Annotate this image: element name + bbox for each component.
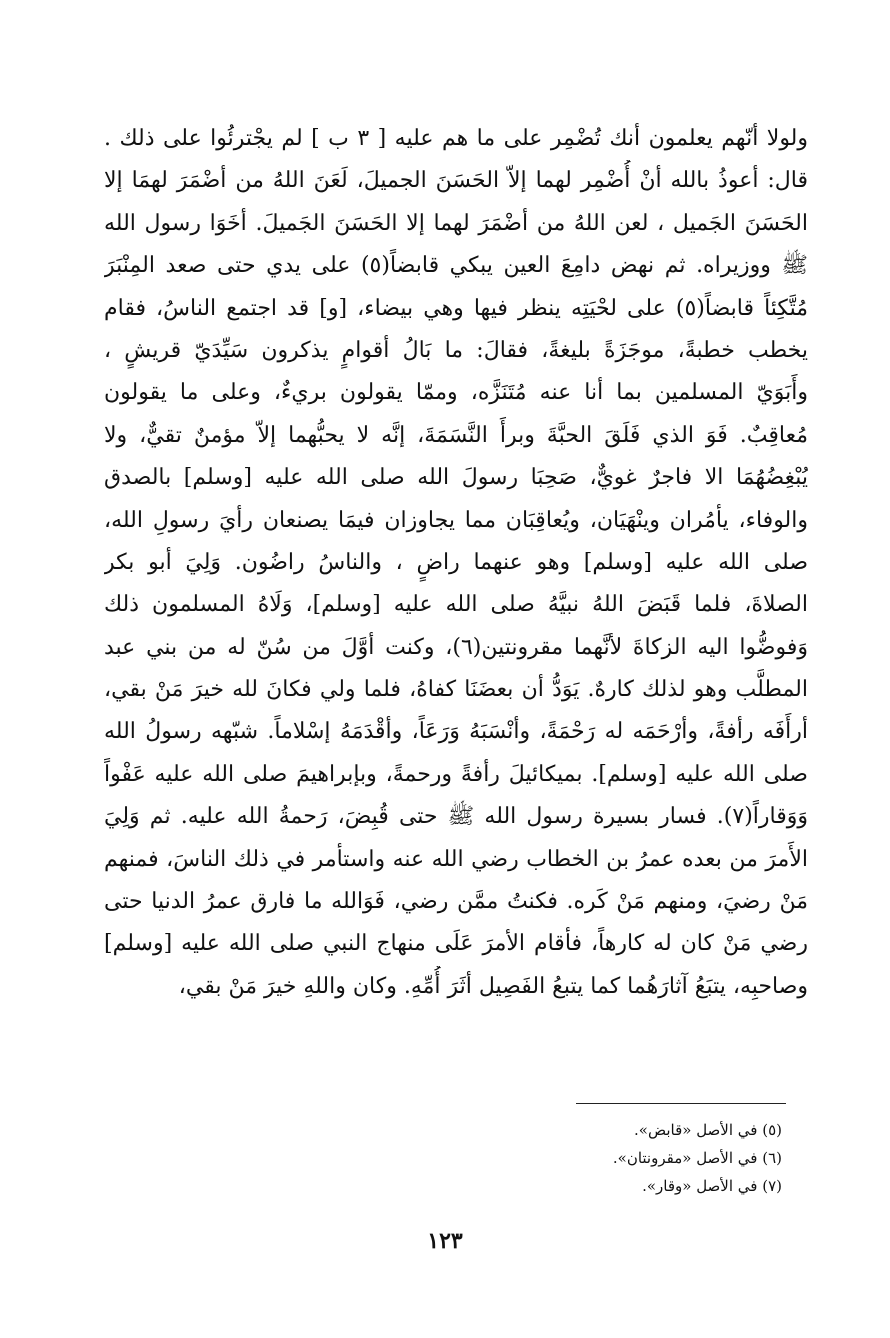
text-line: ولولا أنّهم يعلمون أنك تُضْمِر على ما هم عليه [ ٣ ب ] لم يجْترئُوا على ذلك . [104,126,808,151]
text-line: والوفاء، يأمُران وينْهَيَان، ويُعاقِبَان مما يجاوزان فيمَا يصنعان رأيَ رسولِ الله، [104,507,808,533]
text-line: الصلاةَ، فلما قَبَضَ اللهُ نبيَّهُ صلى الله عليه [وسلم]، وَلَاهُ المسلمون ذلك [104,592,808,618]
text-line: مُعاقِبٌ. فَوَ الذي فَلَقَ الحبَّةَ وبرأَ النَّسَمَةَ، إنَّه لا يحبُّهما إلاّ مؤمنٌ تقيٌّ، ولا [104,422,808,448]
text-line: الحَسَنَ الجَميل ، لعن اللهُ من أضْمَرَ لهما إلا الحَسَنَ الجَميلَ. أخَوَا رسول الله [104,210,808,236]
text-line: وصاحبِه، يتبَعُ آثارَهُما كما يتبعُ الفَصِيل أثَرَ أُمِّهِ. وكان واللهِ خيرَ مَنْ بقي، [178,973,808,999]
text-line: مَنْ رضيَ، ومنهم مَنْ كَره. فكنتُ ممَّن رضي، فَوَالله ما فارق عمرُ الدنيا حتى [104,889,808,915]
text-line: يخطب خطبةً، موجَزَةً بليغةً، فقالَ: ما بَالُ أقوامٍ يذكرون سَيِّدَيّ قريشٍ ، [104,337,808,363]
text-line: صلى الله عليه [وسلم]. بميكائيلَ رأفةً ورحمةً، وبإبراهيمَ صلى الله عليه عَفْواً [104,761,808,787]
footnote: (٦) في الأصل «مقرونتان». [612,1149,782,1167]
text-line: صلى الله عليه [وسلم] وهو عنهما راضٍ ، والناسُ راضُون. وَلِيَ أبو بكر [104,549,808,575]
text-line: ﷺ ووزيراه. ثم نهض دامِعَ العين يبكي قابضاً(٥) على يدي حتى صعد المِنْبَرَ [104,253,808,279]
main-text [104,118,808,1008]
footnote-divider [576,1103,786,1104]
text-line: يُبْغِضُهُمَا الا فاجرٌ غويٌّ، صَحِبَا رسولَ الله صلى الله عليه [وسلم] بالصدق [104,465,808,491]
footnote: (٧) في الأصل «وقار». [642,1177,782,1195]
text-line: الأَمرَ من بعده عمرُ بن الخطاب رضي الله عنه واستأمر في ذلك الناسَ، فمنهم [104,846,808,872]
text-line: مُتَّكِئاً قابضاً(٥) على لحْيَتِه ينظر فيها وهي بيضاء، [و] قد اجتمع الناسُ، فقام [104,295,808,321]
page-number: ١٢٣ [427,1228,463,1254]
text-line: رضي مَنْ كان له كارهاً، فأقام الأمرَ عَلَى منهاج النبي صلى الله عليه [وسلم] [104,931,808,957]
text-line: وَفوضُّوا اليه الزكاةَ لأنَّهما مقرونتين(٦)، وكنت أوَّلَ من سُنّ له من بني عبد [104,634,808,660]
text-line: وأَبَوَيّ المسلمين بما أنا عنه مُتَنَزَّه، وممّا يقولون بريءٌ، وعلى ما يقولون [104,380,808,406]
text-line: أرأَفَه رأفةً، وأرْحَمَه له رَحْمَةً، وأنْسَبَهُ وَرَعَاً، وأقْدَمَهُ إسْلاماً. شبّهه رسولُ الله [104,719,808,745]
text-line: المطلَّب وهو لذلك كارهٌ. يَوَدُّ أن بعضَنَا كفاهُ، فلما ولي فكانَ لله خيرَ مَنْ بقي، [104,677,808,703]
footnote: (٥) في الأصل «قابض». [634,1121,782,1139]
text-line: وَوَقاراً(٧). فسار بسيرة رسول الله ﷺ حتى قُبِضَ، رَحمةُ الله عليه. ثم وَلِيَ [104,804,808,830]
footnotes [382,1116,782,1200]
text-line: قال: أعوذُ بالله أنْ أُضْمِر لهما إلاّ الحَسَنَ الجميلَ، لَعَنَ اللهُ من أضْمَرَ لهمَا إلا [104,168,808,194]
